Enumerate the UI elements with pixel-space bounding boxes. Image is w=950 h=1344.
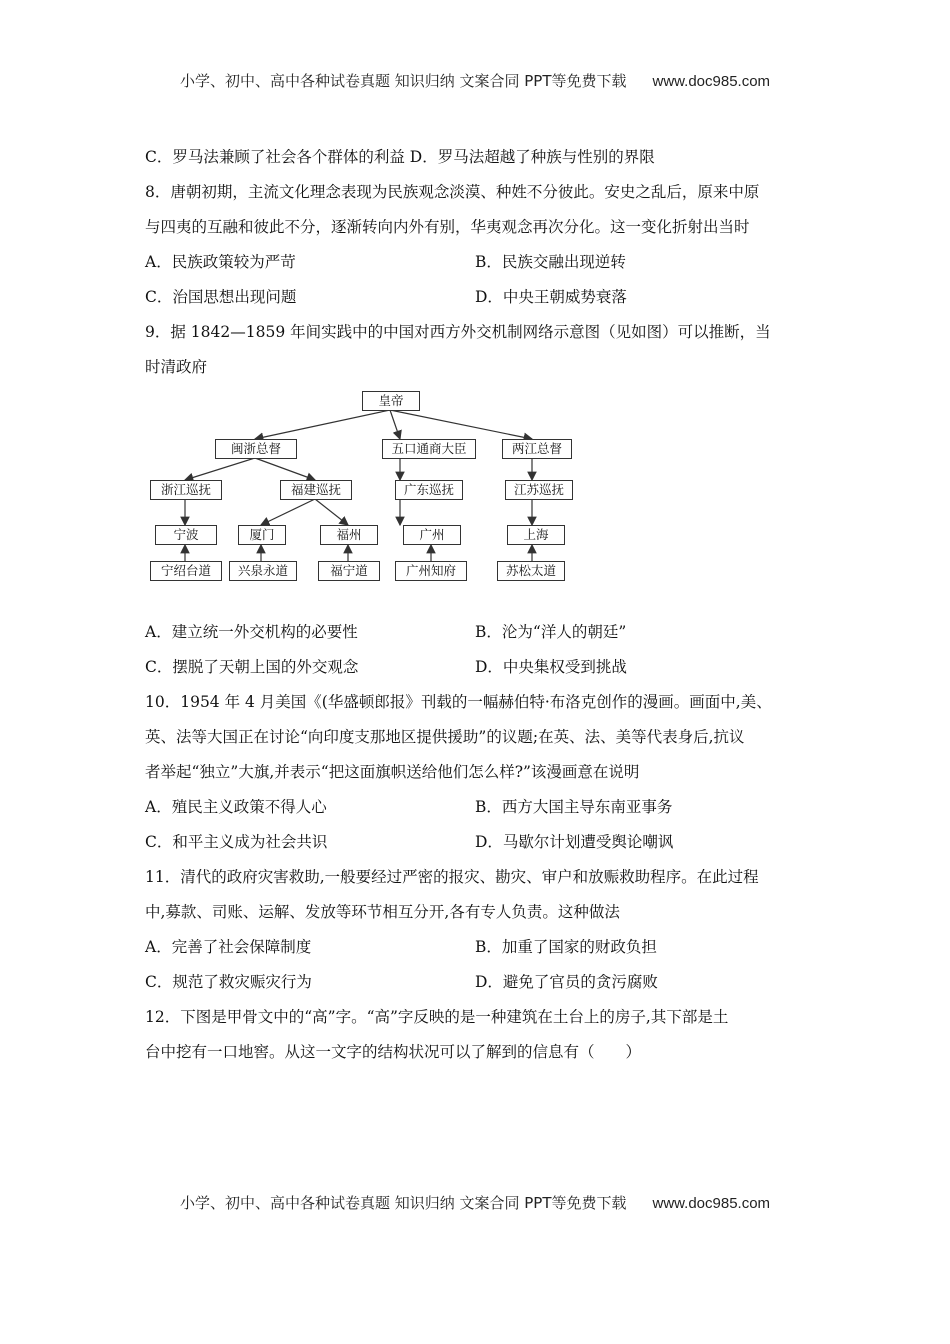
option-d: D．中央王朝威势衰落 <box>475 288 627 306</box>
question-12 <box>145 1000 810 1070</box>
option-a: A．完善了社会保障制度 <box>145 938 312 956</box>
node-jiangsu-governor: 江苏巡抚 <box>505 480 573 500</box>
node-guangdong-governor: 广东巡抚 <box>395 480 463 500</box>
node-susongtai-circuit: 苏松太道 <box>497 561 565 581</box>
page-header <box>0 70 950 91</box>
node-xiamen: 厦门 <box>238 525 286 545</box>
node-xingquanyong-circuit: 兴泉永道 <box>229 561 297 581</box>
option-c: C．规范了救灾赈灾行为 <box>145 973 312 991</box>
option-d: D．马歇尔计划遭受舆论嘲讽 <box>475 833 674 851</box>
question-text-line: 10．1954 年 4 月美国《(华盛顿郎报》刊载的一幅赫伯特·布洛克创作的漫画。画面中,美、 <box>145 693 772 711</box>
question-text-line: 9．据 1842—1859 年间实践中的中国对西方外交机制网络示意图（见如图）可以推断，当 <box>145 323 771 341</box>
option-a: A．建立统一外交机构的必要性 <box>145 623 358 641</box>
node-minzhe-governor: 闽浙总督 <box>215 439 297 459</box>
node-guangzhou: 广州 <box>403 525 461 545</box>
option-b: B．加重了国家的财政负担 <box>475 938 657 956</box>
option-b: B．西方大国主导东南亚事务 <box>475 798 673 816</box>
option-b: B．民族交融出现逆转 <box>475 253 626 271</box>
option-c: C．和平主义成为社会共识 <box>145 833 328 851</box>
node-liangjiang-governor: 两江总督 <box>502 439 572 459</box>
question-text-line: 与四夷的互融和彼此不分，逐渐转向内外有别，华夷观念再次分化。这一变化折射出当时 <box>145 218 750 236</box>
node-guangzhou-prefect: 广州知府 <box>395 561 467 581</box>
node-funing-circuit: 福宁道 <box>318 561 380 581</box>
question-text-line: 英、法等大国正在讨论“向印度支那地区提供援助”的议题;在英、法、美等代表身后,抗议 <box>145 728 745 746</box>
footer-text: 小学、初中、高中各种试卷真题 知识归纳 文案合同 PPT等免费下载 <box>179 1194 627 1212</box>
question-text-line: 者举起“独立”大旗,并表示“把这面旗帜送给他们怎么样?”该漫画意在说明 <box>145 763 640 781</box>
footer-site-link[interactable]: www.doc985.com <box>652 1195 771 1212</box>
node-five-ports-minister: 五口通商大臣 <box>382 439 476 459</box>
option-c: C．摆脱了天朝上国的外交观念 <box>145 658 359 676</box>
node-shanghai: 上海 <box>507 525 565 545</box>
page-footer <box>0 1192 950 1213</box>
option-d: D．避免了官员的贪污腐败 <box>475 973 658 991</box>
header-site-link[interactable]: www.doc985.com <box>652 73 771 90</box>
header-text: 小学、初中、高中各种试卷真题 知识归纳 文案合同 PPT等免费下载 <box>179 72 627 90</box>
option-c: C．治国思想出现问题 <box>145 288 297 306</box>
question-text-line: 11．清代的政府灾害救助,一般要经过严密的报灾、勘灾、审户和放赈救助程序。在此过程 <box>145 868 759 886</box>
node-ningshaotai-circuit: 宁绍台道 <box>150 561 222 581</box>
diplomacy-network-diagram <box>145 391 810 611</box>
node-fujian-governor: 福建巡抚 <box>280 480 352 500</box>
exam-content <box>145 140 810 1070</box>
question-text-line: 时清政府 <box>145 358 208 376</box>
option-a: A．殖民主义政策不得人心 <box>145 798 327 816</box>
node-emperor: 皇帝 <box>362 391 420 411</box>
question-10 <box>145 685 810 860</box>
question-text-line: 台中挖有一口地窖。从这一文字的结构状况可以了解到的信息有（ ） <box>145 1043 642 1061</box>
option-b: B．沦为“洋人的朝廷” <box>475 623 627 641</box>
node-zhejiang-governor: 浙江巡抚 <box>150 480 222 500</box>
option-a: A．民族政策较为严苛 <box>145 253 296 271</box>
option-d: D．中央集权受到挑战 <box>475 658 627 676</box>
question-text-line: 中,募款、司账、运解、发放等环节相互分开,各有专人负责。这种做法 <box>145 903 620 921</box>
question-9 <box>145 315 810 685</box>
node-ningbo: 宁波 <box>155 525 217 545</box>
question-text-line: 12．下图是甲骨文中的“高”字。“高”字反映的是一种建筑在土台上的房子,其下部是土 <box>145 1008 729 1026</box>
q7-options-cd: C．罗马法兼顾了社会各个群体的利益 D．罗马法超越了种族与性别的界限 <box>145 148 655 166</box>
question-8 <box>145 175 810 315</box>
question-text-line: 8．唐朝初期，主流文化理念表现为民族观念淡漠、种姓不分彼此。安史之乱后，原来中原 <box>145 183 760 201</box>
node-fuzhou: 福州 <box>320 525 378 545</box>
question-11 <box>145 860 810 1000</box>
